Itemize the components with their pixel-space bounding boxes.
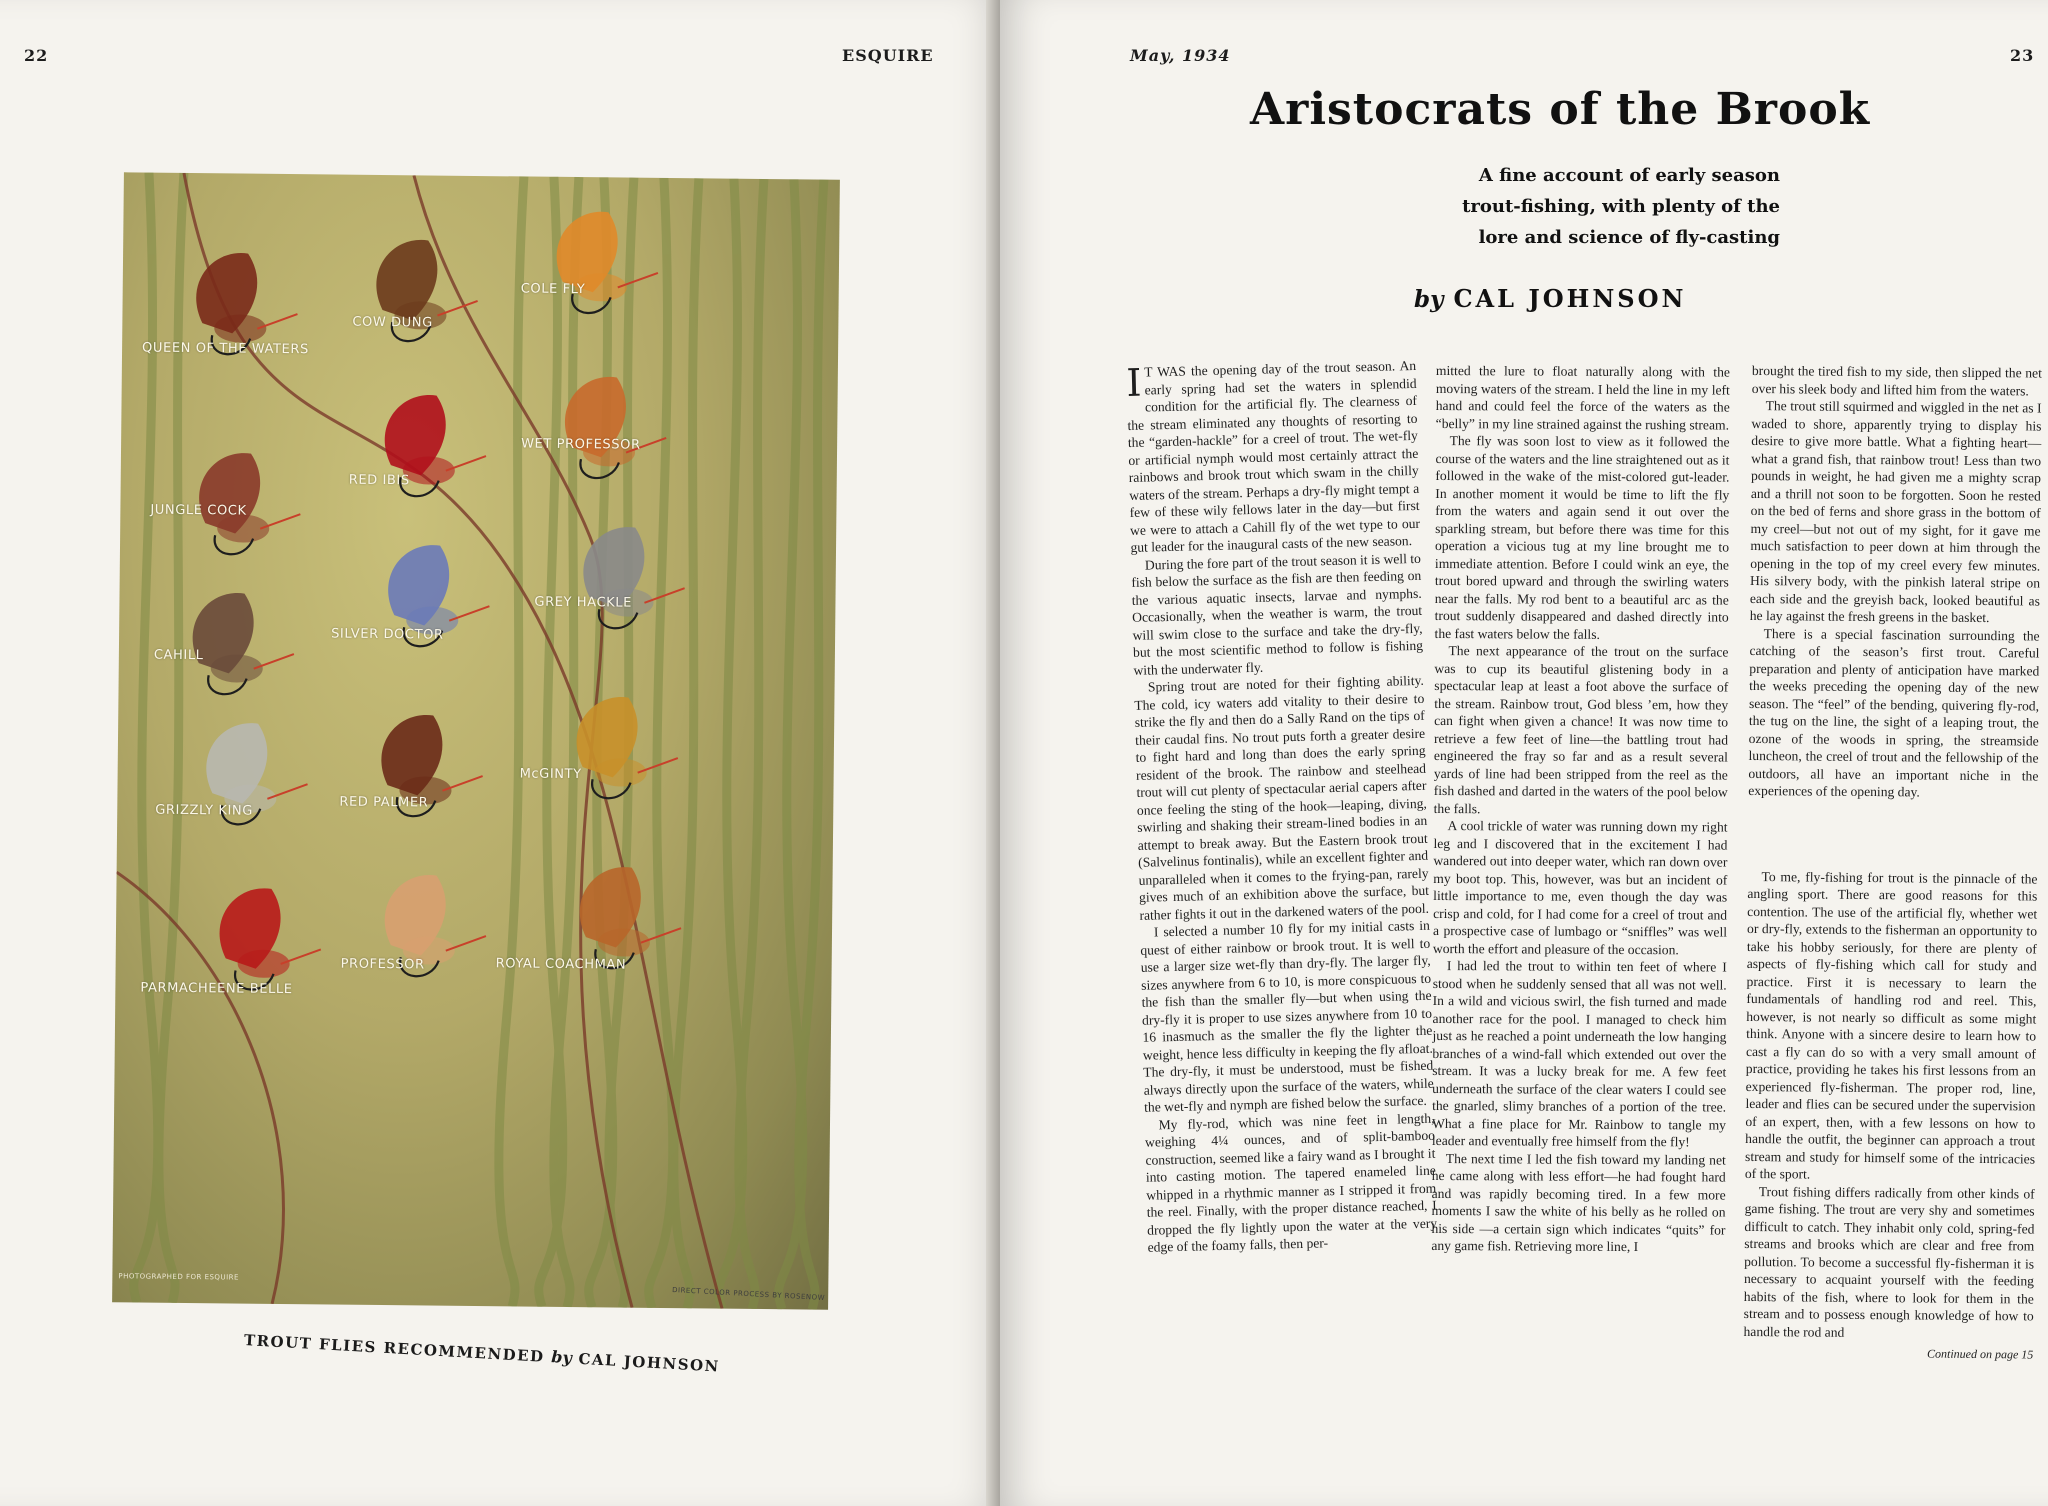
caption-main: TROUT FLIES RECOMMENDED <box>243 1331 546 1366</box>
paragraph: My fly-rod, which was nine feet in length, weighing 4¼ ounces, and of split-bamboo construction, seemed like a fairy wand as I brought it into casting motion. The tapered enameled line whipped in a rhythmic manner as I stripped it from the reel. Finally, with the proper distance reached, I dropped the fly lightly upon the water at the very edge of the foamy falls, then per- <box>1144 1110 1438 1255</box>
fly-label: GRIZZLY KING <box>155 802 254 819</box>
paragraph: The fly was soon lost to view as it followed the course of the waters and the line straightened out as it followed in the wake of the mist-colored gut-leader. In another moment it would be time to lift the fly from the waters and again send it out over the sparkling stream, but before there was time for this operation a vicious tug at my line brought me to immediate attention. Before I could wink an eye, the trout bored upward and through the swirling waters near the falls. My rod bent to a beautiful arc as the trout suddenly disappeared and dashed directly into the fast waters below the falls. <box>1434 433 1730 642</box>
drop-cap: I <box>1125 360 1143 405</box>
paragraph: During the fore part of the trout season it is well to fish below the surface as the fish are then feeding on the various aquatic insects, larvae and nymphs. Occasionally, when the weather is warm, the trout will swim close to the surface and take the dry-fly, but the most scientific method to follow is fishing with the underwater fly. <box>1131 550 1424 678</box>
process-credit: DIRECT COLOR PROCESS BY ROSENOW <box>671 1285 826 1303</box>
fly-illustration <box>196 253 298 355</box>
fly-label: SILVER DOCTOR <box>331 626 444 643</box>
caption-by: by <box>550 1347 573 1368</box>
byline-by: by <box>1414 286 1444 313</box>
fly-label: QUEEN OF THE WATERS <box>142 340 309 358</box>
fly-label: RED PALMER <box>339 794 429 811</box>
fly-tail <box>446 456 486 471</box>
fly-illustration <box>219 888 321 990</box>
caption-author: CAL JOHNSON <box>577 1349 721 1376</box>
fly-label: JUNGLE COCK <box>150 502 247 519</box>
trout-flies-plate <box>112 172 840 1309</box>
deck-line: trout-fishing, with plenty of the <box>1462 196 1780 217</box>
paragraph: Trout fishing differs radically from other kinds of game fishing. The trout are very shy and sometimes difficult to catch. They inhabit only cold, spring-fed streams and brooks which are clear and free from pollution. To become a successful fly-fisherman it is necessary to acquaint yourself with the feeding habits of the fish, where to look for them in the stream and to possess enough knowledge of how to handle the rod and <box>1743 1183 2035 1340</box>
fly-tail <box>449 606 489 621</box>
paragraph: There is a special fascination surrounding the catching of the season’s first trout. Careful preparation and plenty of anticipation have marked the weeks preceding the opening day of the new season. The “feel” of the bending, quivering fly-rod, the tug on the line, the sight of a leaping trout, the ozone of the woods in spring, the streamside luncheon, the creel of trout and the fellowship of the outdoors, all have an important niche in the experiences of the opening day. <box>1748 625 2040 800</box>
fly-tail <box>442 776 482 791</box>
paragraph: The next appearance of the trout on the surface was to cup its beautiful glistening body in a spectacular leap at least a foot above the surface of the stream. Rainbow trout, God bless ’em, how they can fight when given a chance! It was now time to retrieve a few feet of line—the battling trout had engineered the fray so far and as a result several yards of line had been stripped from the reel as the fish dashed and darted in the waters of the pool below the falls. <box>1433 643 1729 816</box>
fly-label: ROYAL COACHMAN <box>495 956 627 973</box>
fly-label: McGINTY <box>519 766 582 783</box>
fly-illustration <box>583 527 685 629</box>
fly-label: WET PROFESSOR <box>521 436 641 453</box>
paragraph: Spring trout are noted for their fighting ability. The cold, icy waters add vitality to their desire to strike the fly and then do a Sally Rand on the tips of their caudal fins. No trout puts forth a greater desire to fight hard and long than does the early spring resident of the brook. The rainbow and steelhead trout will cut plenty of spectacular aerial capers after once feeling the sting of the hook—leaping, diving, swirling and shaking their stream-lined bodies in an attempt to break away. But the Eastern brook trout (Salvelinus fontinalis), while an excellent fighter and unparalleled when it comes to the frying-pan, rarely gives much of an exhibition above the surface, but rather fights it out in the darkened waters of the pool. <box>1134 672 1430 923</box>
deck-line: A fine account of early season <box>1478 165 1780 186</box>
column-break <box>1748 799 2039 870</box>
fly-tail <box>281 949 321 964</box>
paragraph: I selected a number 10 fly for my initial casts in quest of either rainbow or brook trout. It is well to use a larger size wet-fly than dry-fly. The larger fly, sizes anywhere from 6 to 10, is more conspicuous to the fish than the smaller fly—but when using the dry-fly it is proper to use sizes anywhere from 10 to 16 inasmuch as the smaller the fly the lighter the weight, hence less difficulty in keeping the fly afloat. The dry-fly, it must be understood, must be fished always directly upon the surface of the waters, while the wet-fly and nymph are fished below the surface. <box>1140 917 1434 1115</box>
fly-illustration <box>579 867 681 969</box>
byline-author: CAL JOHNSON <box>1453 284 1687 313</box>
fly-label: PARMACHEENE BELLE <box>140 980 293 998</box>
fly-tail <box>437 301 477 316</box>
paragraph: I had led the trout to within ten feet of where I stood when he suddenly sensed that all was not well. In a wild and vicious swirl, the fish turned and made another race for the pool. I managed to check him just as he reached a point underneath the low hanging branches of a wind-fall which extended out over the stream. It was a lucky break for me. A few feet underneath the surface of the clear waters I could see the gnarled, slimy branches of a portion of the tree. What a fine place for Mr. Rainbow to tangle my leader and eventually free himself from the fly! <box>1431 958 1727 1150</box>
fly-illustration <box>576 697 678 799</box>
fly-label: RED IBIS <box>348 472 410 489</box>
dateline: May, 1934 <box>1130 46 1231 65</box>
paragraph: The next time I led the fish toward my landing net he came along with less effort—he had fought hard and was rapidly becoming tired. In a few more moments I saw the white of his belly as he rolled on his side —a certain sign which indicates “quits” for any game fish. Retrieving more line, I <box>1431 1150 1726 1255</box>
article-title: Aristocrats of the Brook <box>1250 84 1871 135</box>
opening-text: T WAS the opening day of the trout season. An early spring had set the waters in splendid condition for the artificial fly. The clearness of the stream eliminated any thoughts of resorting to the “garden-hackle” for a creel of trout. The wet-fly or artificial nymph would most certainly attract the rainbows and brook trout which swam in the chilly waters of the stream. Perhaps a dry-fly might tempt a few of these wily fellows later in the day—but first we were to attach a Cahill fly of the wet type to our gut leader for the inaugural casts of the new season. <box>1127 357 1421 555</box>
weed-stem <box>672 178 701 1308</box>
fly-tail <box>618 272 658 287</box>
fly-illustration <box>556 211 658 313</box>
left-page <box>0 0 1000 1506</box>
fly-label: GREY HACKLE <box>534 594 633 611</box>
fly-label: CAHILL <box>153 647 204 664</box>
fly-tail <box>254 654 294 669</box>
article-column-3 <box>1743 362 2042 1364</box>
paragraph: A cool trickle of water was running down my right leg and I discovered that in the excitement I had wandered out into deeper water, which ran down over my boot top. This, however, was but an incident of little importance to me, even though the day was crisp and cold, for I had come for a creel of trout and a prospective case of lumbago or “sniffles” was well worth the effort and pleasure of the occasion. <box>1432 818 1728 957</box>
fly-tail <box>267 784 307 799</box>
running-head: ESQUIRE <box>842 46 934 65</box>
photo-credit: PHOTOGRAPHED FOR ESQUIRE <box>118 1272 239 1282</box>
right-page-number: 23 <box>2010 46 2035 65</box>
article-byline <box>1414 284 1686 313</box>
article-column-2 <box>1431 362 1730 1256</box>
paragraph: To me, fly-fishing for trout is the pinnacle of the angling sport. There are good reasons for this contention. The use of the artificial fly, whether wet or dry-fly, extends to the fisherman an opportunity to take his hobby seriously, for there are plenty of aspects of fly-fishing which call for study and practice. First it is necessary to learn the fundamentals of handling rod and reel. This, however, is not nearly so difficult as some might think. Anyone with a sincere desire to learn how to cast a fly can do so with a very small amount of practice, providing he takes his first lessons from an experienced fly-fisherman. The proper rod, line, leader and flies can be secured under the supervision of an expert, then, with a few lessons on how to handle the outfit, the beginner can approach a trout stream and study for himself some of the intricacies of the sport. <box>1744 868 2038 1182</box>
fly-tail <box>446 936 486 951</box>
fly-tail <box>257 314 297 329</box>
fly-label: PROFESSOR <box>340 956 425 973</box>
article-deck <box>1400 160 1780 253</box>
fly-label: COW DUNG <box>352 314 433 331</box>
continued-note: Continued on page 15 <box>1926 1346 2034 1362</box>
paragraph: The trout still squirmed and wiggled in the net as I waded to shore, apparently trying to display his desire to give more battle. What a fighting heart—what a grand fish, that rainbow trout! Less than two pounds in weight, he had given me a mighty scrap and a thrill not soon to be forgotten. Soon he rested on the bed of ferns and shore grass in the bottom of my creel—but not out of my sight, for it gave me much satisfaction to peer down at him through the opening in the top of my creel every few minutes. His silvery body, with the pinkish lateral stripe on each side and the greyish back, looked beautiful as he lay against the fresh greens in the basket. <box>1749 398 2042 626</box>
fly-label: COLE FLY <box>520 281 586 298</box>
article-column-1 <box>1126 357 1438 1256</box>
paragraph <box>1126 357 1421 557</box>
fly-illustration <box>564 376 666 478</box>
weed-stem <box>497 176 526 1306</box>
plate-caption <box>243 1330 720 1376</box>
fly-tail <box>260 514 300 529</box>
left-page-number: 22 <box>24 46 49 65</box>
fly-illustration <box>192 593 294 695</box>
paragraph: brought the tired fish to my side, then slipped the net over his sleek body and lifted him from the waters. <box>1751 362 2042 398</box>
deck-line: lore and science of fly-casting <box>1478 227 1780 248</box>
paragraph: mitted the lure to float naturally along with the moving waters of the stream. I held the line in my left hand and could feel the force of the waters as the “belly” in my line strained against the rushing stream. <box>1435 363 1730 433</box>
